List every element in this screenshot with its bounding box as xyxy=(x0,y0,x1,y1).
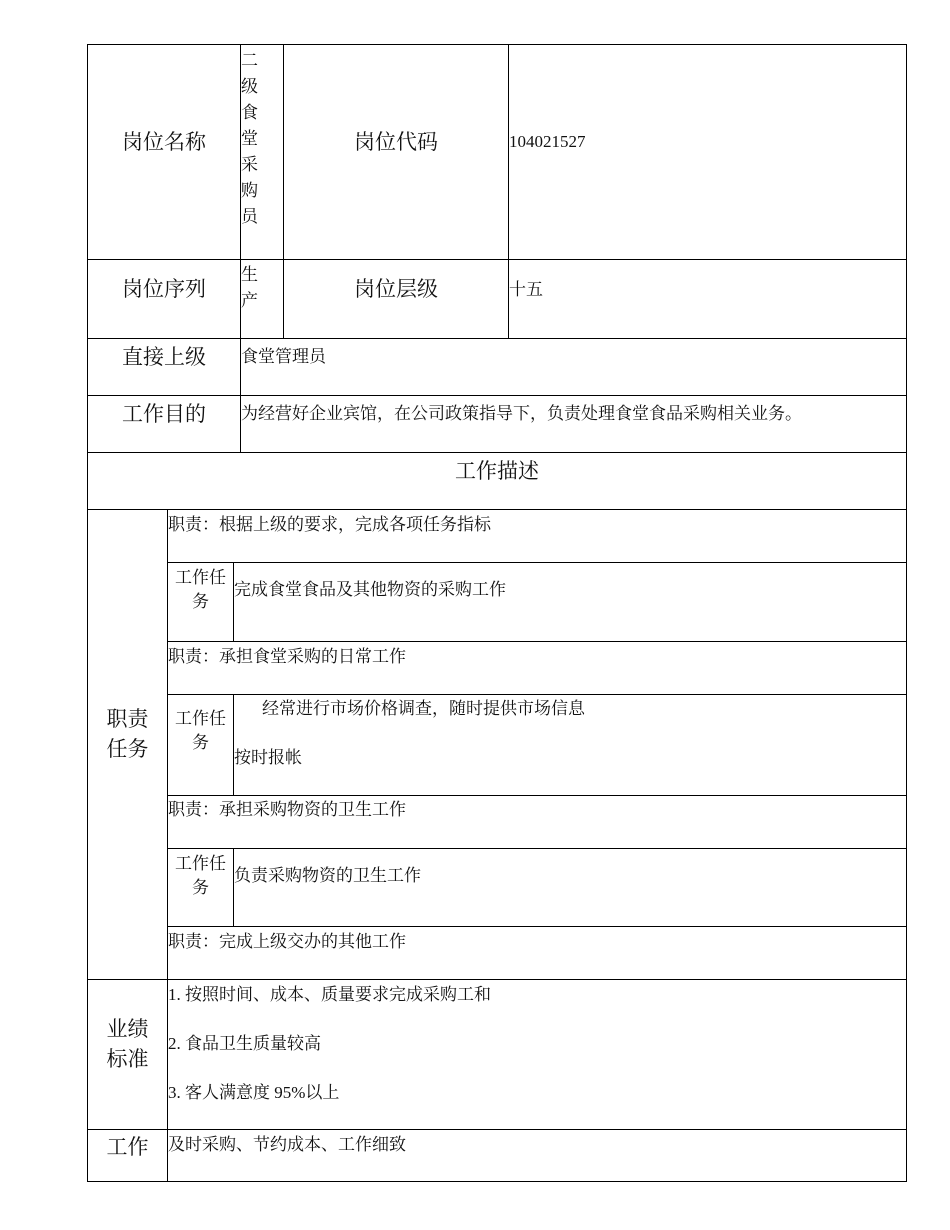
position-name-value: 二级食堂采购员 xyxy=(241,51,258,226)
supervisor-value: 食堂管理员 xyxy=(241,347,326,366)
position-code-label: 岗位代码 xyxy=(354,130,438,154)
task-label-line1: 工作任 xyxy=(175,854,226,873)
position-series-value: 生产 xyxy=(241,265,258,308)
performance-label-line2: 标准 xyxy=(106,1047,149,1071)
performance-item: 1. 按照时间、成本、质量要求完成采购工和 xyxy=(168,985,491,1004)
duty-row: 职责：根据上级的要求，完成各项任务指标 xyxy=(168,515,491,534)
work-label: 工作 xyxy=(106,1135,149,1159)
position-code-value: 104021527 xyxy=(509,132,586,151)
section-title: 工作描述 xyxy=(455,459,539,483)
duty-row: 职责：承担采购物资的卫生工作 xyxy=(168,800,406,819)
task-item: 经常进行市场价格调查，随时提供市场信息 xyxy=(262,699,585,718)
performance-item: 3. 客人满意度 95%以上 xyxy=(168,1083,340,1102)
task-item: 完成食堂食品及其他物资的采购工作 xyxy=(234,580,506,599)
task-label-line1: 工作任 xyxy=(175,568,226,587)
performance-label xyxy=(88,1014,167,1074)
task-label-line1: 工作任 xyxy=(175,709,226,728)
position-level-value: 十五 xyxy=(509,280,543,299)
task-label xyxy=(168,566,233,614)
task-item: 按时报帐 xyxy=(234,748,302,767)
task-label-line2: 务 xyxy=(192,733,209,752)
duty-row: 职责：承担食堂采购的日常工作 xyxy=(168,647,406,666)
task-label-line2: 务 xyxy=(192,878,209,897)
task-label xyxy=(168,852,233,900)
purpose-value: 为经营好企业宾馆，在公司政策指导下，负责处理食堂食品采购相关业务。 xyxy=(241,404,802,423)
supervisor-label: 直接上级 xyxy=(122,345,206,369)
duty-row: 职责：完成上级交办的其他工作 xyxy=(168,932,406,951)
task-label xyxy=(168,707,233,755)
task-label-line2: 务 xyxy=(192,592,209,611)
position-name-label: 岗位名称 xyxy=(122,130,206,154)
task-item: 负责采购物资的卫生工作 xyxy=(234,866,421,885)
duty-section-label xyxy=(88,704,167,764)
position-series-label: 岗位序列 xyxy=(122,277,206,301)
work-value: 及时采购、节约成本、工作细致 xyxy=(168,1135,406,1154)
performance-item: 2. 食品卫生质量较高 xyxy=(168,1034,321,1053)
performance-label-line1: 业绩 xyxy=(106,1017,149,1041)
duty-label-line2: 任务 xyxy=(106,737,149,761)
position-level-label: 岗位层级 xyxy=(354,277,438,301)
duty-label-line1: 职责 xyxy=(106,707,149,731)
purpose-label: 工作目的 xyxy=(122,402,206,426)
